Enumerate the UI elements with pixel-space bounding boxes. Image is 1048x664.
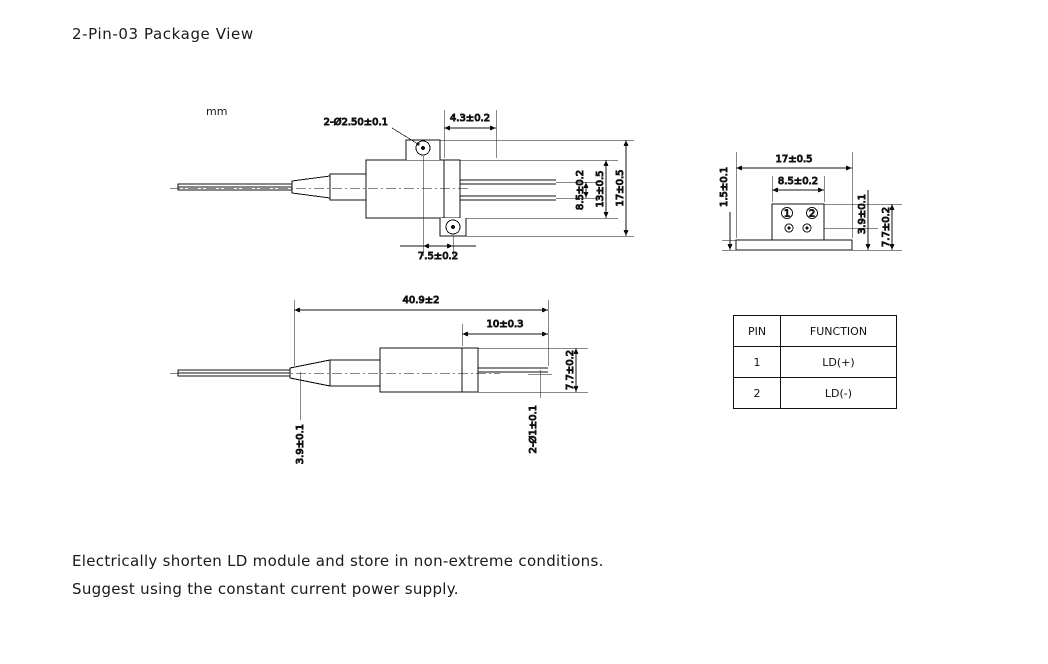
dim-end-pin-height: 3.9±0.1 [857,193,868,235]
page-title: 2-Pin-03 Package View [72,25,254,43]
dim-body-height-side: 7.7±0.2 [565,349,576,391]
header-function: FUNCTION [781,316,897,347]
dim-pin-pitch-top: 8.5±0.2 [575,169,586,211]
pin-function-table [733,315,897,409]
cell-function-1: LD(+) [781,347,897,378]
top-view-group [170,110,634,262]
dim-pin-length: 10±0.3 [486,319,524,330]
dim-end-pin-pitch: 8.5±0.2 [777,176,819,187]
note-line-1: Electrically shorten LD module and store in non-extreme conditions. [72,552,604,570]
cell-function-2: LD(-) [781,378,897,409]
note-line-2: Suggest using the constant current power supply. [72,580,459,598]
dim-flange-width: 4.3±0.2 [449,113,491,124]
table-row [734,378,897,409]
dim-base-thickness: 1.5±0.1 [719,166,730,207]
dim-overall-width-top: 17±0.5 [615,169,626,207]
table-header-row [734,316,897,347]
dim-fiber-dia: 3.9±0.1 [295,424,306,465]
cell-pin-1: 1 [734,347,781,378]
dim-pin-dia: 2-Ø1±0.1 [528,405,539,454]
end-view-group [719,152,902,250]
unit-label: mm [206,105,228,118]
dim-hole-dia: 2-Ø2.50±0.1 [323,117,388,128]
cell-pin-2: 2 [734,378,781,409]
dim-mount-hole-spacing: 7.5±0.2 [417,251,459,262]
dim-body-width-top: 13±0.5 [595,170,606,208]
dim-end-total-height: 7.7±0.2 [881,206,892,248]
end-view-pin-1-callout: 1 [783,208,791,220]
side-view-group [170,295,588,464]
dim-end-overall-width: 17±0.5 [775,154,813,165]
header-pin: PIN [734,316,781,347]
dim-overall-length: 40.9±2 [402,295,440,306]
table-row [734,347,897,378]
end-view-pin-2-callout: 2 [808,208,816,220]
